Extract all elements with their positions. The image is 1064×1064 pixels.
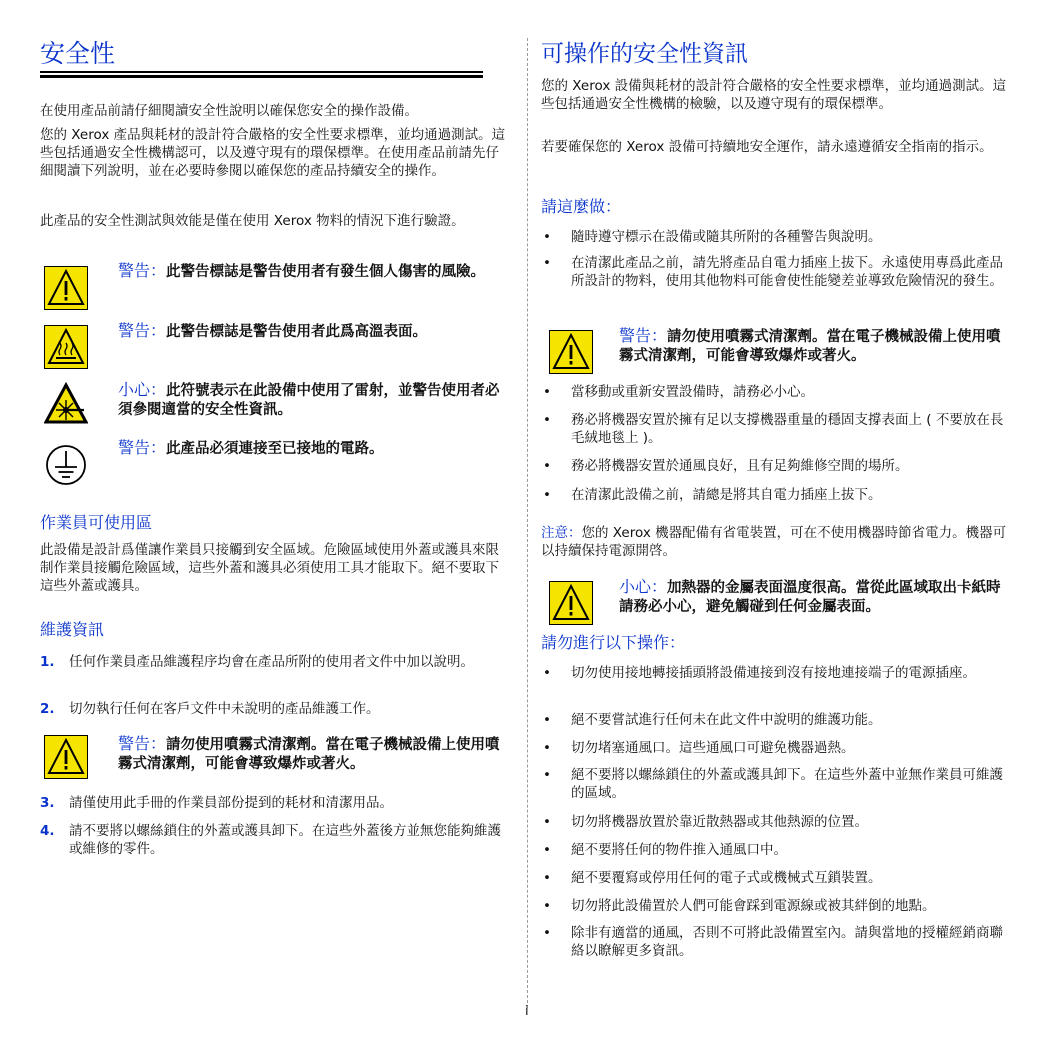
caution-description [619, 577, 1013, 617]
note-keyword: 注意： [541, 525, 582, 541]
warning-text: 此產品必須連接至已接地的電路。 [166, 441, 384, 457]
list-number: 2. [40, 701, 55, 717]
warning-description [619, 326, 1013, 366]
bullet-glyph: • [543, 925, 551, 941]
numbered-list-item [40, 700, 510, 718]
bullet-item [541, 924, 1013, 960]
bullet-text: 當移動或重新安置設備時，請務必小心。 [571, 384, 814, 400]
bullet-text: 在清潔此設備之前，請總是將其自電力插座上拔下。 [571, 487, 882, 503]
bullet-text: 務必將機器安置於通風良好，且有足夠維修空間的場所。 [571, 458, 909, 474]
intro-paragraph: 在使用產品前請仔細閱讀安全性說明以確保您安全的操作設備。 [40, 103, 418, 119]
list-number: 3. [40, 795, 55, 811]
bullet-glyph: • [543, 767, 551, 783]
bullet-text: 除非有適當的通風，否則不可將此設備置室內。請與當地的授權經銷商聯絡以瞭解更多資訊。 [571, 925, 1003, 959]
caution-keyword: 小心： [619, 577, 668, 596]
bullet-item [541, 711, 1013, 729]
bullet-text: 隨時遵守標示在設備或隨其所附的各種警告與說明。 [571, 229, 882, 245]
bullet-item [541, 813, 1013, 831]
title-rule-thick [40, 75, 483, 78]
bullet-glyph: • [543, 384, 551, 400]
list-item-text: 任何作業員產品維護程序均會在產品所附的使用者文件中加以說明。 [69, 654, 474, 670]
bullet-item [541, 869, 1013, 887]
warning-triangle-icon [549, 581, 593, 625]
section-heading-dont: 請勿進行以下操作： [541, 633, 686, 652]
symbol-description [118, 261, 510, 282]
section-heading-operator-access: 作業員可使用區 [40, 513, 153, 532]
page-title: 安全性 [40, 39, 116, 68]
note-text: 您的 Xerox 機器配備有省電裝置，可在不使用機器時節省電力。機器可以持續保持電源開啓。 [541, 525, 1007, 559]
list-item-text: 請僅使用此手冊的作業員部份提到的耗材和清潔用品。 [69, 795, 393, 811]
bullet-glyph: • [543, 740, 551, 756]
symbol-description [118, 380, 510, 420]
list-number: 1. [40, 654, 55, 670]
bullet-glyph: • [543, 870, 551, 886]
bullet-text: 切勿將機器放置於靠近散熱器或其他熱源的位置。 [571, 814, 868, 830]
bullet-item [541, 841, 1013, 859]
bullet-text: 切勿使用接地轉接插頭將設備連接到沒有接地連接端子的電源插座。 [571, 665, 976, 681]
bullet-text: 務必將機器安置於擁有足以支撐機器重量的穩固支撐表面上 ( 不要放在長毛絨地毯上 )。 [571, 412, 1004, 446]
bullet-glyph: • [543, 898, 551, 914]
bullet-glyph: • [543, 458, 551, 474]
warning-triangle-icon [549, 330, 593, 374]
intro-paragraph: 若要確保您的 Xerox 設備可持續地安全運作，請永遠遵循安全指南的指示。 [541, 139, 993, 155]
warning-keyword: 警告： [118, 734, 167, 753]
power-saver-note [541, 524, 1013, 560]
warning-text: 此警告標誌是警告使用者有發生個人傷害的風險。 [166, 264, 486, 280]
bullet-item [541, 664, 1013, 682]
numbered-list-item [40, 794, 510, 812]
intro-paragraph: 此產品的安全性測試與效能是僅在使用 Xerox 物料的情況下進行驗證。 [40, 213, 465, 229]
bullet-item [541, 739, 1013, 757]
warning-text: 請勿使用噴霧式清潔劑。當在電子機械設備上使用噴霧式清潔劑，可能會導致爆炸或著火。 [619, 329, 1001, 364]
warning-text: 請勿使用噴霧式清潔劑。當在電子機械設備上使用噴霧式清潔劑，可能會導致爆炸或著火。 [118, 737, 500, 772]
bullet-glyph: • [543, 842, 551, 858]
bullet-text: 絕不要覆寫或停用任何的電子式或機械式互鎖裝置。 [571, 870, 882, 886]
caution-text: 加熱器的金屬表面溫度很高。當從此區域取出卡紙時請務必小心，避免觸碰到任何金屬表面。 [619, 580, 1001, 615]
bullet-text: 絕不要嘗試進行任何未在此文件中說明的維護功能。 [571, 712, 882, 728]
bullet-glyph: • [543, 665, 551, 681]
caution-text: 此符號表示在此設備中使用了雷射，並警告使用者必須參閱適當的安全性資訊。 [118, 383, 500, 418]
symbol-description [118, 438, 510, 459]
section-heading-do: 請這麼做： [541, 197, 622, 216]
section-title: 可操作的安全性資訊 [541, 41, 748, 67]
operator-access-paragraph: 此設備是設計爲僅讓作業員只接觸到安全區域。危險區域使用外蓋或護具來限制作業員接觸危險區域，這些外蓋和護具必須使用工具才能取下。絕不要取下這些外蓋或護具。 [40, 542, 499, 594]
hot-surface-icon [44, 325, 88, 369]
numbered-list-item [40, 653, 510, 671]
warning-triangle-icon [44, 266, 88, 310]
bullet-text: 切勿堵塞通風口。這些通風口可避免機器過熱。 [571, 740, 855, 756]
bullet-text: 切勿將此設備置於人們可能會踩到電源線或被其絆倒的地點。 [571, 898, 936, 914]
symbol-description [118, 321, 510, 342]
intro-paragraph: 您的 Xerox 設備與耗材的設計符合嚴格的安全性要求標準，並均通過測試。這些包括通過安全性機構的檢驗，以及遵守現有的環保標準。 [541, 78, 1007, 112]
title-rule-thin [40, 71, 483, 73]
warning-text: 此警告標誌是警告使用者此爲高溫表面。 [166, 324, 428, 340]
warning-keyword: 警告： [118, 261, 167, 280]
warning-description [118, 734, 510, 774]
bullet-item [541, 411, 1013, 447]
bullet-item [541, 486, 1013, 504]
bullet-item [541, 228, 1013, 246]
page-number: i [525, 1004, 529, 1019]
bullet-glyph: • [543, 412, 551, 428]
bullet-glyph: • [543, 814, 551, 830]
warning-keyword: 警告： [118, 438, 167, 457]
list-item-text: 切勿執行任何在客戶文件中未說明的產品維護工作。 [69, 701, 380, 717]
bullet-text: 在清潔此產品之前，請先將產品自電力插座上拔下。永遠使用專爲此產品所設計的物料，使用其他物料可能會使性能變差並導致危險情況的發生。 [571, 255, 1003, 289]
list-number: 4. [40, 823, 55, 839]
intro-paragraph: 您的 Xerox 產品與耗材的設計符合嚴格的安全性要求標準，並均通過測試。這些包括通過安全性機構認可，以及遵守現有的環保標準。在使用產品前請先仔細閱讀下列說明，並在必要時參閱以確保您的產品持續安全的操作。 [40, 127, 506, 179]
list-item-text: 請不要將以螺絲鎖住的外蓋或護具卸下。在這些外蓋後方並無您能夠維護或維修的零件。 [69, 823, 501, 857]
bullet-item [541, 897, 1013, 915]
laser-warning-icon [44, 382, 88, 426]
bullet-glyph: • [543, 712, 551, 728]
bullet-item [541, 457, 1013, 475]
ground-symbol-icon [44, 443, 88, 487]
section-heading-maintenance: 維護資訊 [40, 620, 105, 639]
warning-triangle-icon [44, 735, 88, 779]
bullet-item [541, 254, 1013, 290]
bullet-glyph: • [543, 229, 551, 245]
bullet-item [541, 766, 1013, 802]
bullet-item [541, 383, 1013, 401]
warning-keyword: 警告： [619, 326, 668, 345]
column-divider [527, 38, 528, 1008]
bullet-text: 絕不要將任何的物件推入通風口中。 [571, 842, 787, 858]
numbered-list-item [40, 822, 510, 858]
bullet-text: 絕不要將以螺絲鎖住的外蓋或護具卸下。在這些外蓋中並無作業員可維護的區域。 [571, 767, 1003, 801]
caution-keyword: 小心： [118, 380, 167, 399]
bullet-glyph: • [543, 255, 551, 271]
bullet-glyph: • [543, 487, 551, 503]
warning-keyword: 警告： [118, 321, 167, 340]
